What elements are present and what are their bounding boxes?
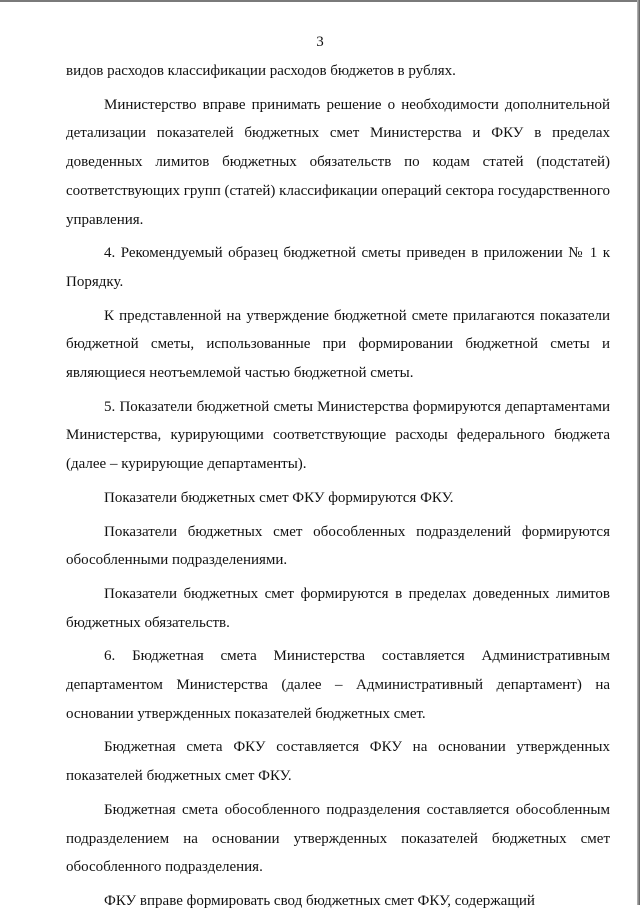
paragraph-attachments: К представленной на утверждение бюджетной смете прилагаются показатели бюджетной сметы, использованные при формировании бюджетной сметы и являющиеся неотъемлемой частью бюджетной сметы. xyxy=(66,307,610,382)
paragraph-limits: Показатели бюджетных смет формируются в пределах доведенных лимитов бюджетных обязательств. xyxy=(66,585,610,631)
scan-edge-top xyxy=(0,0,640,2)
paragraph-ministry-right: Министерство вправе принимать решение о необходимости дополнительной детализации показателей бюджетных смет Министерства и ФКУ в пределах доведенных лимитов бюджетных обязательств по кодам статей (подстатей) соответствующих групп (статей) классификации операций сектора государственного управления. xyxy=(66,96,610,228)
paragraph-fku-estimate: Бюджетная смета ФКУ составляется ФКУ на основании утвержденных показателей бюджетных смет ФКУ. xyxy=(66,739,610,785)
document-body xyxy=(66,57,610,916)
page-number: 3 xyxy=(316,34,324,50)
paragraph-fku-consolidated: ФКУ вправе формировать свод бюджетных смет ФКУ, содержащий xyxy=(104,892,535,909)
paragraph-item-5: 5. Показатели бюджетной сметы Министерства формируются департаментами Министерства, курирующими соответствующие расходы федерального бюджета (далее – курирующие департаменты). xyxy=(66,398,610,473)
paragraph-subdivision-estimate: Бюджетная смета обособленного подразделения составляется обособленным подразделением на основании утвержденных показателей бюджетных смет обособленного подразделения. xyxy=(66,801,610,876)
paragraph-subdivision-indicators: Показатели бюджетных смет обособленных подразделений формируются обособленными подразделениями. xyxy=(66,523,610,569)
paragraph-item-6: 6. Бюджетная смета Министерства составляется Административным департаментом Министерства (далее – Административный департамент) на основании утвержденных показателей бюджетных смет. xyxy=(66,648,610,722)
paragraph-fku-indicators: Показатели бюджетных смет ФКУ формируются ФКУ. xyxy=(104,489,454,506)
paragraph-continuation: видов расходов классификации расходов бюджетов в рублях. xyxy=(66,63,456,79)
paragraph-item-4: 4. Рекомендуемый образец бюджетной сметы приведен в приложении № 1 к Порядку. xyxy=(66,245,610,290)
